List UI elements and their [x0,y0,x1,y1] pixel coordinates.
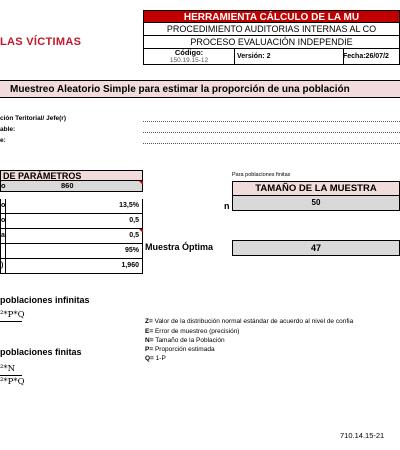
sample-size-header: TAMAÑO DE LA MUESTRA [232,181,400,196]
parameter-value: 0,5 [129,232,139,239]
parameters-header: DE PARÁMETROS [0,170,143,181]
comment-marker-icon [139,181,143,185]
parameter-row-z[interactable] [0,259,143,274]
date-cell: Fecha:26/07/2 [343,53,389,60]
infinite-formula-numerator: ²*P*Q [0,310,25,320]
population-value: 860 [61,181,74,190]
comment-marker-icon [139,229,143,233]
legend-key: Z= [145,318,153,325]
finite-formula [0,364,25,387]
tool-title: HERRAMIENTA CÁLCULO DE LA MU [143,10,400,23]
population-label: o [1,181,6,190]
legend-key: P= [145,346,154,353]
legend-text: Proporción estimada [153,346,215,353]
code-cell [144,49,235,64]
footer-code: 710.14.15-21 [340,431,385,440]
fraction-bar [0,375,22,376]
legend-text: Valor de la distribución normal estándar de acuerdo al nivel de confia [152,318,354,325]
row-divider [5,259,6,273]
row-divider [5,229,6,243]
finite-populations-label: Para poblaciones finitas [232,172,291,178]
parameter-label: o [1,217,6,224]
legend-z [145,318,353,325]
parameter-value: 0,5 [129,217,139,224]
legend-p [145,346,215,353]
info-label-responsable: able: [0,126,16,133]
sample-n-label: n [224,201,230,211]
parameter-label: a [1,232,5,239]
sample-n-value[interactable]: 50 [232,196,400,211]
optimal-sample-label: Muestra Óptima [145,242,214,252]
infinite-formula-title: poblaciones infinitas [0,295,90,305]
legend-key: Q= [145,355,154,362]
legend-e [145,328,239,335]
procedure-name: PROCEDIMIENTO AUDITORIAS INTERNAS AL CO [143,23,400,36]
row-divider [5,199,6,213]
parameter-label: ) [1,262,4,269]
parameter-row-q[interactable] [0,229,143,244]
parameter-label: o [1,202,6,209]
parameter-value: 95% [124,247,139,254]
legend-key: E= [145,328,154,335]
info-field-territorial[interactable] [143,113,400,122]
legend-text: Tamaño de la Población [153,337,225,344]
info-label-other: e: [0,137,6,144]
legend-key: N= [145,337,154,344]
infinite-formula [0,310,25,323]
code-value: 150.19.15-12 [169,57,209,64]
logo-text: LAS VÍCTIMAS [0,36,82,48]
parameter-row-p[interactable] [0,214,143,229]
code-label: Código: [174,49,204,57]
version-cell: Versión: 2 [234,49,344,64]
section-title-bar: Muestreo Aleatorio Simple para estimar la proporción de una población [0,80,400,98]
parameter-value: 1,960 [121,262,139,269]
row-divider [5,214,6,228]
parameter-row-confidence[interactable] [0,244,143,259]
legend-text: Error de muestreo (precisión) [153,328,240,335]
info-field-responsable[interactable] [143,124,400,133]
fraction-bar [0,321,22,322]
legend-text: 1-P [153,355,166,362]
legend-q [145,355,166,362]
finite-formula-denominator: ²*P*Q [0,377,25,387]
finite-formula-title: poblaciones finitas [0,347,82,357]
optimal-sample-value[interactable]: 47 [232,240,400,256]
finite-formula-numerator: ²*N [0,364,16,374]
process-name: PROCESO EVALUACIÓN INDEPENDIE [143,36,400,49]
parameter-row-error[interactable] [0,199,143,214]
legend-n [145,337,225,344]
document-meta [143,49,400,65]
population-row[interactable] [0,181,143,192]
info-label-territorial: ción Teritorial/ Jefe(r) [0,115,66,122]
row-divider [5,244,6,258]
info-field-other[interactable] [143,135,400,144]
parameter-value: 13,5% [119,202,139,209]
